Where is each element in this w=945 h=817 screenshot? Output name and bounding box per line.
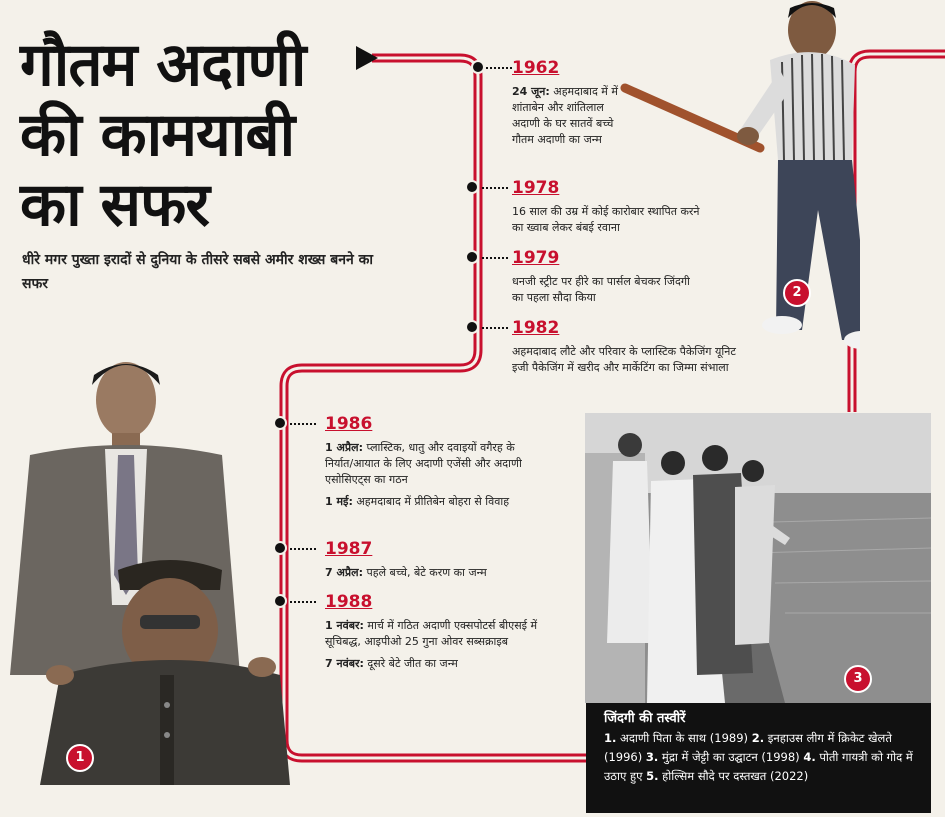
entry-label: 7 नवंबर:	[325, 657, 364, 670]
timeline-year: 1988	[325, 592, 373, 612]
photo-illustration	[0, 345, 290, 785]
subtitle: धीरे मगर पुख्ता इरादों से दुनिया के तीसरे सबसे अमीर शख्स बनने का सफर	[22, 252, 374, 292]
title-line: की कामयाबी	[20, 100, 295, 170]
caption-num: 1.	[604, 731, 617, 745]
entry-label: 1 नवंबर:	[325, 619, 364, 632]
entry-text: अहमदाबाद में प्रीतिबेन बोहरा से विवाह	[352, 495, 510, 508]
timeline-connector	[290, 548, 316, 550]
timeline-year: 1979	[512, 248, 560, 268]
timeline-connector	[290, 601, 316, 603]
photo-jetty	[585, 413, 931, 703]
timeline-year: 1962	[512, 58, 560, 78]
title-line: गौतम अदाणी	[20, 30, 306, 100]
caption-text: मुंद्रा में जेट्टी का उद्घाटन (1998)	[658, 750, 804, 764]
entry-label: 24 जून:	[512, 85, 550, 98]
caption-num: 2.	[751, 731, 765, 745]
timeline-year: 1982	[512, 318, 560, 338]
caption-text: होल्सिम सौदे पर दस्तखत (2022)	[658, 769, 809, 783]
caption-body	[604, 729, 921, 786]
timeline-year: 1978	[512, 178, 560, 198]
entry-label: 1 मई:	[325, 495, 353, 508]
caption-heading: जिंदगी की तस्वीरें	[604, 711, 686, 726]
timeline-connector	[486, 67, 512, 69]
entry-text: प्लास्टिक, धातु और दवाइयों वगैरह के निर्यात/आयात के लिए अदाणी एजेंसी और अदाणी एसोसिएट्स का गठन	[325, 441, 522, 486]
timeline-dot	[465, 250, 479, 264]
caption-num: 4.	[803, 750, 816, 764]
photo-illustration	[620, 0, 860, 360]
timeline-connector	[482, 327, 508, 329]
entry-text: अहमदाबाद लौटे और परिवार के प्लास्टिक पैकेजिंग यूनिट इजी पैकेजिंग में खरीद और मार्केटिंग का जिम्मा संभाला	[512, 345, 736, 374]
timeline-connector	[482, 187, 508, 189]
timeline-dot	[465, 180, 479, 194]
photo-badge: 2	[783, 279, 811, 307]
caption-num: 3.	[645, 750, 659, 764]
entry-text: अहमदाबाद में में शांताबेन और शांतिलाल अदाणी के घर सातवें बच्चे गौतम अदाणी का जन्म	[512, 85, 618, 146]
caption-num: 5.	[646, 769, 659, 783]
timeline-year: 1987	[325, 539, 373, 559]
photo-father-son	[0, 345, 290, 785]
timeline-dot	[471, 60, 485, 74]
entry-label: 1 अप्रैल:	[325, 441, 364, 454]
title-line: का सफर	[20, 170, 209, 240]
photo-cricket	[620, 0, 860, 360]
timeline-item-1988	[325, 592, 540, 672]
timeline-item-1962	[512, 58, 632, 148]
timeline-item-1986	[325, 414, 540, 510]
entry-text: धनजी स्ट्रीट पर हीरे का पार्सल बेचकर जिंदगी का पहला सौदा किया	[512, 275, 690, 304]
entry-text: 16 साल की उम्र में कोई कारोबार स्थापित करने का ख्वाब लेकर बंबई रवाना	[512, 205, 700, 234]
timeline-dot	[465, 320, 479, 334]
entry-text: पहले बच्चे, बेटे करण का जन्म	[363, 566, 487, 579]
caption-text: अदाणी पिता के साथ (1989)	[616, 731, 752, 745]
entry-text: दूसरे बेटे जीत का जन्म	[363, 657, 458, 670]
timeline-connector	[290, 423, 316, 425]
photo-badge: 1	[66, 744, 94, 772]
caption-text: इनहाउस लीग में क्रिकेट खेलते (1996)	[604, 731, 892, 764]
photo-illustration	[585, 413, 931, 703]
photo-badge: 3	[844, 665, 872, 693]
caption-text: पोती गायत्री को गोद में उठाए हुए	[604, 750, 913, 783]
timeline-year: 1986	[325, 414, 373, 434]
entry-text: मार्च में गठित अदाणी एक्सपोटर्स बीएसई में सूचिबद्ध, आइपीओ 25 गुना ओवर सब्सक्राइब	[325, 619, 538, 648]
photo-caption-box	[586, 703, 931, 813]
entry-label: 7 अप्रैल:	[325, 566, 364, 579]
timeline-connector	[482, 257, 508, 259]
page-title	[20, 30, 370, 240]
timeline-item-1987	[325, 539, 540, 581]
